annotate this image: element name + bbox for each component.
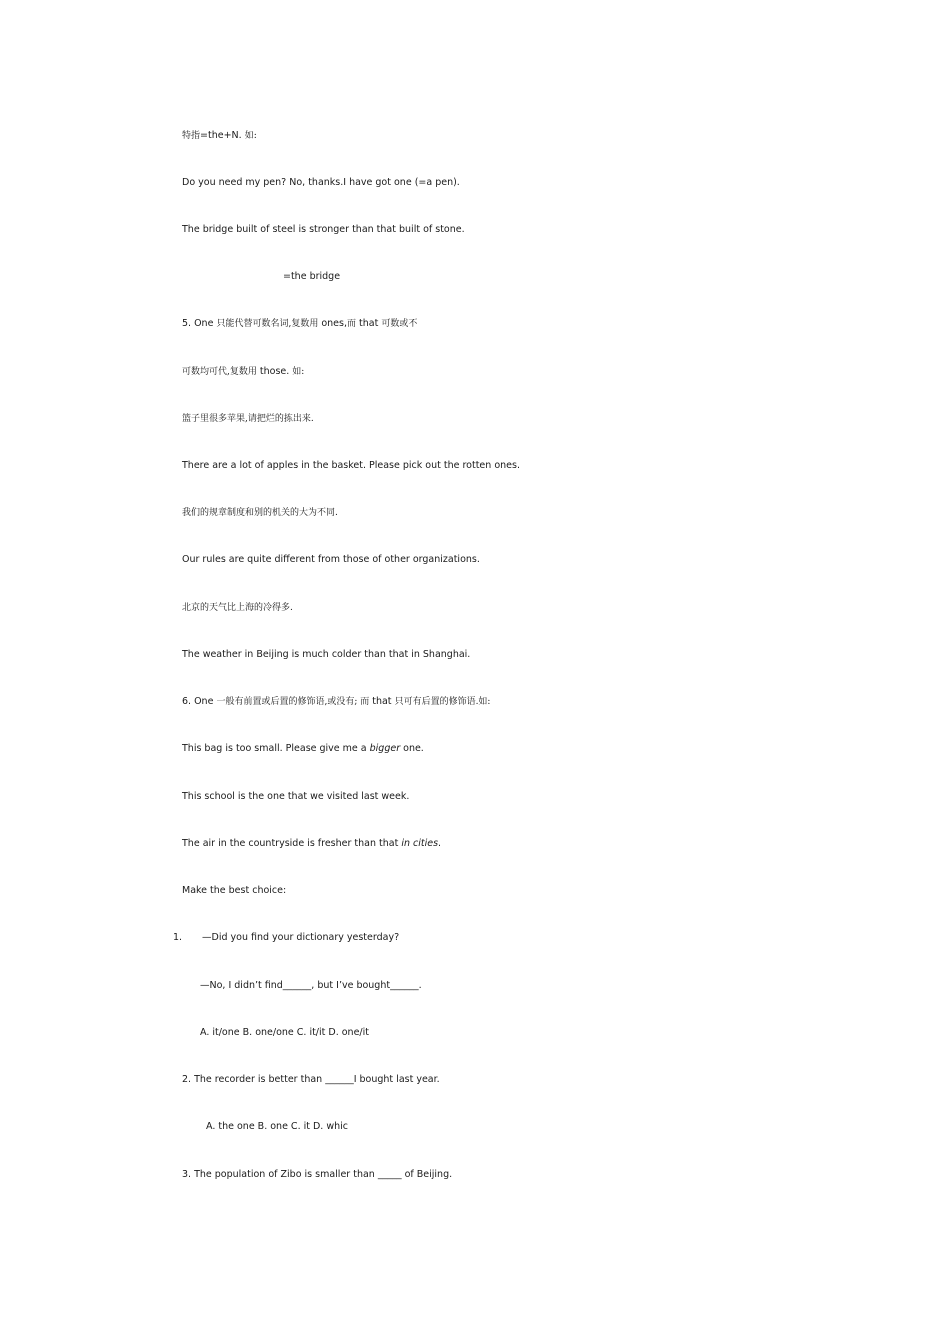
text-english: =the+N. <box>200 130 245 141</box>
text-english: . <box>438 838 442 849</box>
chinese-example: 篮子里很多苹果,请把烂的拣出来. <box>182 414 314 424</box>
rule-continuation <box>182 365 304 379</box>
rule-heading-6 <box>182 695 490 709</box>
example-sentence: The bridge built of steel is stronger than that built of stone. <box>182 224 465 235</box>
text-chinese: 只能代替可数名词,复数用 <box>216 319 319 329</box>
question-text: 3. The population of Zibo is smaller than _____ of Beijing. <box>182 1169 453 1180</box>
question-text: —No, I didn’t find______, but I’ve bought______. <box>200 980 422 991</box>
example-sentence <box>182 837 441 851</box>
text-english: This bag is too small. Please give me a <box>182 743 370 754</box>
text-line-definite-reference <box>182 129 257 143</box>
text-chinese: 可数或不 <box>381 319 418 329</box>
example-sentence: There are a lot of apples in the basket. Please pick out the rotten ones. <box>182 460 520 471</box>
text-chinese: 特指 <box>182 131 201 141</box>
text-chinese: 可数均可代,复数用 <box>182 367 257 377</box>
text-chinese: 如: <box>292 367 305 377</box>
text-english: one. <box>400 743 424 754</box>
answer-options: A. it/one B. one/one C. it/it D. one/it <box>200 1027 369 1038</box>
example-sentence: The weather in Beijing is much colder than that in Shanghai. <box>182 649 471 660</box>
text-english: The air in the countryside is fresher than that <box>182 838 402 849</box>
example-sentence: Our rules are quite different from those of other organizations. <box>182 554 480 565</box>
example-sentence: Do you need my pen? No, thanks.I have got one (=a pen). <box>182 177 460 188</box>
text-english: those. <box>256 366 293 377</box>
question-text: —Did you find your dictionary yesterday? <box>202 932 400 943</box>
answer-options: A. the one B. one C. it D. whic <box>206 1121 348 1132</box>
text-chinese: 只可有后置的修饰语.如: <box>394 697 491 707</box>
text-english: that <box>369 696 395 707</box>
chinese-example: 我们的规章制度和别的机关的大为不同. <box>182 508 338 518</box>
text-english: 6. One <box>182 696 217 707</box>
rule-heading-5 <box>182 317 417 331</box>
question-number: 1. <box>173 932 183 943</box>
exercise-heading: Make the best choice: <box>182 885 287 896</box>
text-chinese: 如: <box>244 131 257 141</box>
text-chinese: 而 <box>347 319 357 329</box>
text-chinese: 一般有前置或后置的修饰语,或没有; 而 <box>216 697 370 707</box>
example-sentence: This school is the one that we visited last week. <box>182 791 410 802</box>
chinese-example: 北京的天气比上海的冷得多. <box>182 603 293 613</box>
text-english: ones, <box>318 318 347 329</box>
text-english: that <box>356 318 382 329</box>
annotation-note: =the bridge <box>283 271 341 282</box>
text-english: 5. One <box>182 318 217 329</box>
example-sentence <box>182 742 424 756</box>
emphasis-word: in cities <box>401 838 439 849</box>
question-text: 2. The recorder is better than ______I bought last year. <box>182 1074 440 1085</box>
emphasis-word: bigger <box>369 743 401 754</box>
